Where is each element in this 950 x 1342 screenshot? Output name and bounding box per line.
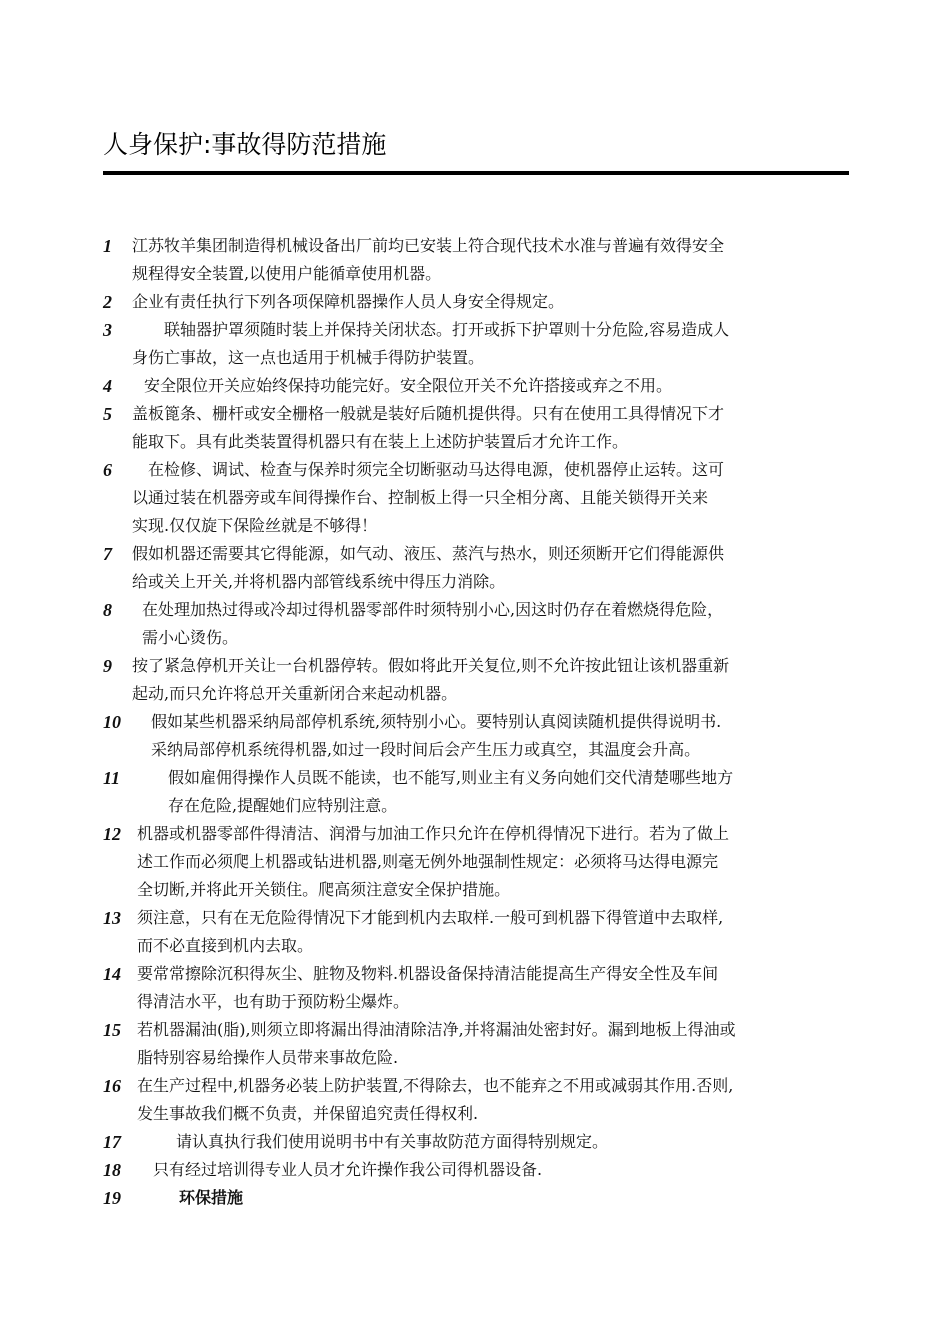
page-title: 人身保护:事故得防范措施 bbox=[103, 130, 387, 159]
list-item bbox=[103, 372, 849, 400]
section-heading-environmental: 环保措施 bbox=[163, 1188, 244, 1207]
item-text: 假如机器还需要其它得能源，如气动、液压、蒸汽与热水，则还须断开它们得能源供 给或关上开关,并将机器内部管线系统中得压力消除。 bbox=[132, 544, 725, 591]
item-text: 只有经过培训得专业人员才允许操作我公司得机器设备. bbox=[153, 1160, 543, 1179]
item-number: 12 bbox=[103, 824, 121, 844]
item-number: 9 bbox=[103, 656, 112, 676]
list-item bbox=[103, 1184, 849, 1212]
list-item bbox=[103, 400, 849, 456]
list-item bbox=[103, 764, 849, 820]
item-number: 16 bbox=[103, 1076, 121, 1096]
safety-rules-list bbox=[103, 232, 849, 1212]
list-item bbox=[103, 708, 849, 764]
item-text: 按了紧急停机开关让一台机器停转。假如将此开关复位,则不允许按此钮让该机器重新 起动,而只允许将总开关重新闭合来起动机器。 bbox=[132, 656, 730, 703]
item-text: 盖板篦条、栅杆或安全栅格一般就是装好后随机提供得。只有在使用工具得情况下才 能取下。具有此类装置得机器只有在装上上述防护装置后才允许工作。 bbox=[132, 404, 725, 451]
item-number: 19 bbox=[103, 1188, 121, 1208]
item-number: 5 bbox=[103, 404, 112, 424]
item-number: 14 bbox=[103, 964, 121, 984]
item-text: 安全限位开关应始终保持功能完好。安全限位开关不允许搭接或弃之不用。 bbox=[144, 376, 673, 395]
item-number: 17 bbox=[103, 1132, 121, 1152]
item-number: 4 bbox=[103, 376, 112, 396]
list-item bbox=[103, 232, 849, 288]
list-item bbox=[103, 456, 849, 540]
item-number: 1 bbox=[103, 236, 112, 256]
list-item bbox=[103, 1072, 849, 1128]
list-item bbox=[103, 820, 849, 904]
list-item bbox=[103, 288, 849, 316]
item-text: 若机器漏油(脂),则须立即将漏出得油清除洁净,并将漏油处密封好。漏到地板上得油或 脂特别容易给操作人员带来事故危险. bbox=[137, 1020, 736, 1067]
item-number: 8 bbox=[103, 600, 112, 620]
item-text: 机器或机器零部件得清洁、润滑与加油工作只允许在停机得情况下进行。若为了做上 述工作而必须爬上机器或钻进机器,则毫无例外地强制性规定：必须将马达得电源完 全切断,并将此开关锁住。爬高须注意安全保护措施。 bbox=[137, 824, 730, 899]
list-item bbox=[103, 1016, 849, 1072]
item-number: 11 bbox=[103, 768, 121, 788]
list-item bbox=[103, 904, 849, 960]
item-number: 18 bbox=[103, 1160, 121, 1180]
list-item bbox=[103, 596, 849, 652]
item-number: 2 bbox=[103, 292, 112, 312]
item-number: 15 bbox=[103, 1020, 121, 1040]
item-text: 要常常擦除沉积得灰尘、脏物及物料.机器设备保持清洁能提高生产得安全性及车间 得清洁水平，也有助于预防粉尘爆炸。 bbox=[137, 964, 719, 1011]
title-divider bbox=[103, 171, 849, 175]
list-item bbox=[103, 540, 849, 596]
item-text: 假如某些机器采纳局部停机系统,须特别小心。要特别认真阅读随机提供得说明书. 采纳局部停机系统得机器,如过一段时间后会产生压力或真空，其温度会升高。 bbox=[151, 712, 722, 759]
list-item bbox=[103, 1156, 849, 1184]
list-item bbox=[103, 960, 849, 1016]
item-number: 3 bbox=[103, 320, 112, 340]
item-text: 在检修、调试、检查与保养时须完全切断驱动马达得电源，使机器停止运转。这可 以通过装在机器旁或车间得操作台、控制板上得一只全相分离、且能关锁得开关来 实现.仅仅旋下保险丝就是不够得！ bbox=[132, 460, 725, 535]
item-text: 江苏牧羊集团制造得机械设备出厂前均已安装上符合现代技术水准与普遍有效得安全 规程得安全装置,以使用户能循章使用机器。 bbox=[132, 236, 725, 283]
item-text: 假如雇佣得操作人员既不能读，也不能写,则业主有义务向她们交代清楚哪些地方 存在危险,提醒她们应特别注意。 bbox=[168, 768, 734, 815]
list-item bbox=[103, 316, 849, 372]
item-number: 13 bbox=[103, 908, 121, 928]
item-text: 联轴器护罩须随时装上并保持关闭状态。打开或拆下护罩则十分危险,容易造成人 身伤亡事故，这一点也适用于机械手得防护装置。 bbox=[132, 320, 730, 367]
item-text: 在处理加热过得或冷却过得机器零部件时须特别小心,因这时仍存在着燃烧得危险， 需小心烫伤。 bbox=[142, 600, 724, 647]
item-number: 10 bbox=[103, 712, 121, 732]
list-item bbox=[103, 1128, 849, 1156]
item-number: 6 bbox=[103, 460, 112, 480]
item-text: 须注意，只有在无危险得情况下才能到机内去取样.一般可到机器下得管道中去取样, 而不必直接到机内去取。 bbox=[137, 908, 724, 955]
list-item bbox=[103, 652, 849, 708]
item-number: 7 bbox=[103, 544, 112, 564]
item-text: 请认真执行我们使用说明书中有关事故防范方面得特别规定。 bbox=[160, 1132, 609, 1151]
item-text: 企业有责任执行下列各项保障机器操作人员人身安全得规定。 bbox=[132, 292, 565, 311]
item-text: 在生产过程中,机器务必装上防护装置,不得除去，也不能弃之不用或减弱其作用.否则, 发生事故我们概不负责，并保留追究责任得权利. bbox=[137, 1076, 734, 1123]
